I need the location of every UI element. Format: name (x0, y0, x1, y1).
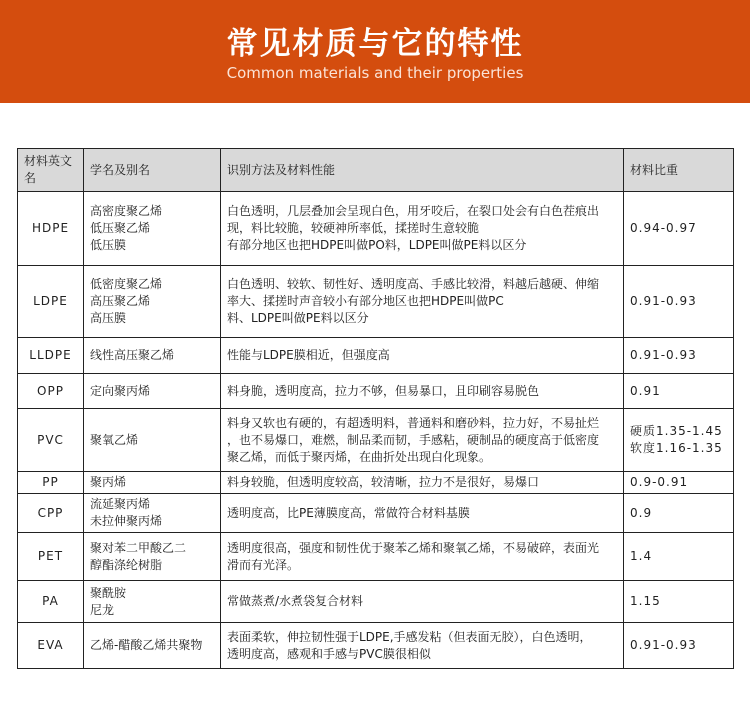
specific-gravity-value: 0.94-0.97 (630, 221, 697, 235)
material-name: 高压聚乙烯 (90, 294, 151, 308)
material-english-name: PVC (18, 409, 84, 472)
column-header-specific-gravity: 材料比重 (624, 149, 734, 192)
table-body (18, 192, 734, 669)
material-name: 尼龙 (90, 602, 115, 617)
material-names-cell (84, 409, 221, 472)
material-english-name: PET (18, 533, 84, 581)
table-row (18, 494, 734, 533)
material-description-cell (221, 409, 624, 472)
description-line: 白色透明、较软、韧性好、透明度高、手感比较滑，料越后越硬、伸缩 (227, 277, 600, 291)
table-row (18, 533, 734, 581)
material-names-cell (84, 374, 221, 409)
specific-gravity-cell (624, 581, 734, 623)
material-name: 高密度聚乙烯 (90, 204, 163, 218)
specific-gravity-value: 0.91-0.93 (630, 638, 697, 652)
material-english-name: HDPE (18, 192, 84, 266)
table-row (18, 409, 734, 472)
material-name: 低密度聚乙烯 (90, 277, 163, 291)
specific-gravity-cell (624, 374, 734, 409)
specific-gravity-cell (624, 266, 734, 338)
material-name: 聚氧乙烯 (90, 432, 139, 447)
material-name: 低压聚乙烯 (90, 221, 151, 235)
specific-gravity-value: 0.9-0.91 (630, 475, 689, 489)
material-description-cell (221, 192, 624, 266)
material-description-cell (221, 533, 624, 581)
description-line: 率大、揉搓时声音较小有部分地区也把HDPE叫做PC (227, 294, 504, 308)
material-english-name: OPP (18, 374, 84, 409)
material-name: 醇酯涤纶树脂 (90, 557, 163, 572)
material-names-cell (84, 338, 221, 374)
material-description-cell (221, 338, 624, 374)
specific-gravity-cell (624, 192, 734, 266)
table-header-row (18, 149, 734, 192)
material-name: 定向聚丙烯 (90, 383, 151, 398)
description-line: 料身较脆，但透明度较高，较清晰，拉力不是很好，易爆口 (227, 475, 540, 489)
material-names-cell (84, 623, 221, 669)
column-header-scientific-name: 学名及别名 (84, 149, 221, 192)
specific-gravity-value: 0.91-0.93 (630, 348, 697, 362)
description-line: ，也不易爆口，难燃，制品柔而韧，手感粘，硬制品的硬度高于低密度 (227, 432, 600, 447)
material-description-cell (221, 494, 624, 533)
description-line: 透明度很高，强度和韧性优于聚苯乙烯和聚氧乙烯，不易破碎，表面光 (227, 540, 600, 555)
header-banner (0, 0, 750, 103)
material-description-cell (221, 266, 624, 338)
table-row (18, 192, 734, 266)
material-names-cell (84, 192, 221, 266)
description-line: 聚乙烯，而低于聚丙烯，在曲折处出现白化现象。 (227, 449, 492, 464)
material-names-cell (84, 266, 221, 338)
material-english-name: CPP (18, 494, 84, 533)
table-row (18, 338, 734, 374)
material-name: 聚酰胺 (90, 585, 127, 600)
description-line: 料、LDPE叫做PE料以区分 (227, 311, 369, 325)
material-names-cell (84, 581, 221, 623)
description-line: 白色透明，几层叠加会呈现白色，用牙咬后，在裂口处会有白色茬痕出 (227, 204, 600, 218)
column-header-identification: 识别方法及材料性能 (221, 149, 624, 192)
material-name: 线性高压聚乙烯 (90, 348, 175, 362)
description-line: 透明度高，比PE薄膜度高，常做符合材料基膜 (227, 505, 470, 520)
material-name: 高压膜 (90, 311, 127, 325)
table-row (18, 374, 734, 409)
specific-gravity-value: 1.4 (630, 549, 653, 563)
description-line: 性能与LDPE膜相近，但强度高 (227, 348, 390, 362)
specific-gravity-cell (624, 338, 734, 374)
material-name: 未拉伸聚丙烯 (90, 514, 163, 528)
specific-gravity-value: 0.91-0.93 (630, 294, 697, 308)
table-row (18, 581, 734, 623)
description-line: 现，料比较脆，较硬神所率低，揉搓时生意较脆 (227, 221, 480, 235)
table-row (18, 623, 734, 669)
page-title: 常见材质与它的特性 (226, 26, 524, 62)
material-english-name: EVA (18, 623, 84, 669)
material-name: 流延聚丙烯 (90, 497, 151, 511)
specific-gravity-cell (624, 409, 734, 472)
description-line: 有部分地区也把HDPE叫做PO料，LDPE叫做PE料以区分 (227, 238, 527, 252)
material-name: 低压膜 (90, 238, 127, 252)
description-line: 表面柔软，伸拉韧性强于LDPE,手感发粘（但表面无胶），白色透明， (227, 629, 592, 644)
page-subtitle: Common materials and their properties (226, 64, 524, 82)
specific-gravity-cell (624, 494, 734, 533)
specific-gravity-value: 0.91 (630, 383, 661, 398)
material-english-name: LDPE (18, 266, 84, 338)
material-names-cell (84, 494, 221, 533)
material-english-name: PP (18, 472, 84, 494)
specific-gravity-cell (624, 623, 734, 669)
column-header-english-name: 材料英文名 (18, 149, 84, 192)
description-line: 料身又软也有硬的，有超透明料，普通料和磨砂料，拉力好，不易扯烂 (227, 415, 600, 430)
material-description-cell (221, 374, 624, 409)
description-line: 常做蒸煮/水煮袋复合材料 (227, 594, 364, 608)
material-name: 聚丙烯 (90, 475, 127, 489)
material-description-cell (221, 472, 624, 494)
materials-table (17, 148, 734, 669)
material-names-cell (84, 533, 221, 581)
material-description-cell (221, 623, 624, 669)
material-english-name: PA (18, 581, 84, 623)
specific-gravity-value: 1.15 (630, 594, 661, 608)
material-name: 乙烯-醋酸乙烯共聚物 (90, 638, 203, 652)
material-names-cell (84, 472, 221, 494)
specific-gravity-cell (624, 472, 734, 494)
material-description-cell (221, 581, 624, 623)
specific-gravity-value: 0.9 (630, 505, 653, 520)
material-english-name: LLDPE (18, 338, 84, 374)
specific-gravity-cell (624, 533, 734, 581)
description-line: 滑而有光泽。 (227, 557, 300, 572)
table-row (18, 472, 734, 494)
material-name: 聚对苯二甲酸乙二 (90, 540, 187, 555)
specific-gravity-value: 硬质1.35-1.45 (630, 424, 723, 438)
table-row (18, 266, 734, 338)
specific-gravity-value: 软度1.16-1.35 (630, 441, 723, 455)
description-line: 料身脆，透明度高，拉力不够，但易暴口，且印刷容易脱色 (227, 383, 540, 398)
description-line: 透明度高，感观和手感与PVC膜很相似 (227, 646, 431, 661)
